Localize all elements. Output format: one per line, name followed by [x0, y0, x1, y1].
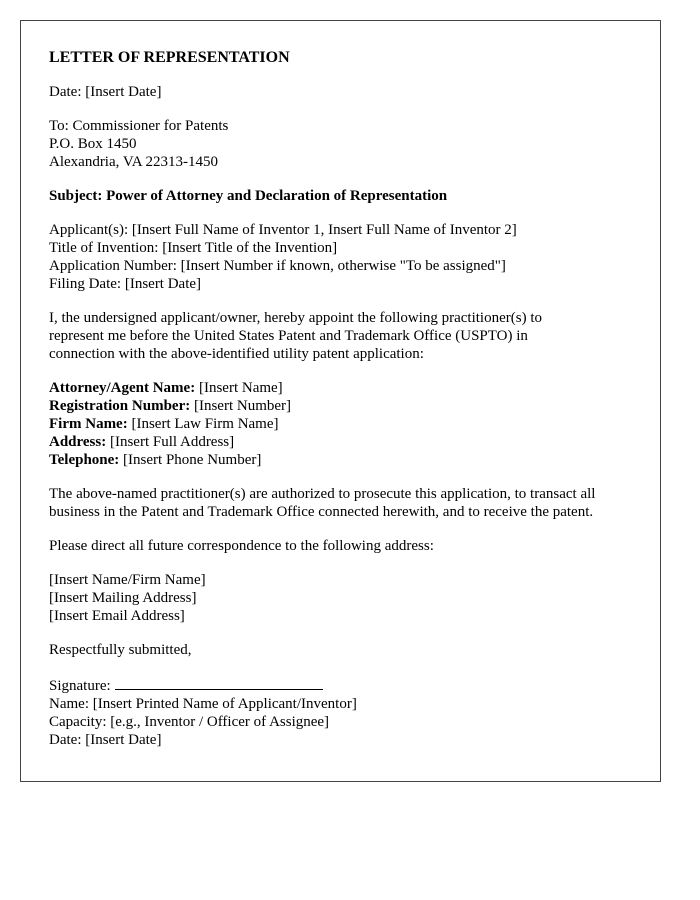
registration-label: Registration Number:	[49, 398, 191, 414]
recipient-address	[49, 117, 639, 171]
telephone-line	[49, 451, 639, 469]
signature-date-line: Date: [Insert Date]	[49, 732, 162, 748]
recipient-line-2: P.O. Box 1450	[49, 136, 137, 152]
attorney-line	[49, 379, 639, 397]
printed-name-line: Name: [Insert Printed Name of Applicant/Inventor]	[49, 696, 357, 712]
appointment-paragraph	[49, 309, 639, 363]
capacity-line: Capacity: [e.g., Inventor / Officer of Assignee]	[49, 714, 330, 730]
letter-content	[49, 49, 639, 765]
filing-date-line: Filing Date: [Insert Date]	[49, 276, 202, 292]
correspondence-intro: Please direct all future correspondence to the following address:	[49, 538, 434, 554]
correspondence-mailing: [Insert Mailing Address]	[49, 590, 197, 606]
address-value: [Insert Full Address]	[106, 434, 235, 450]
registration-line	[49, 397, 639, 415]
application-number-line: Application Number: [Insert Number if known, otherwise "To be assigned"]	[49, 258, 506, 274]
registration-value: [Insert Number]	[190, 398, 292, 414]
signature-block	[49, 675, 639, 749]
authorization-line-2: business in the Patent and Trademark Office connected herewith, and to receive the patent.	[49, 504, 594, 520]
address-label: Address:	[49, 434, 107, 450]
authorization-line-1: The above-named practitioner(s) are authorized to prosecute this application, to transact all	[49, 486, 596, 502]
invention-title-line: Title of Invention: [Insert Title of the Invention]	[49, 240, 338, 256]
telephone-label: Telephone:	[49, 452, 120, 468]
letter-title: LETTER OF REPRESENTATION	[49, 49, 290, 66]
correspondence-email: [Insert Email Address]	[49, 608, 185, 624]
correspondence-address	[49, 571, 639, 625]
appointment-line-2: represent me before the United States Patent and Trademark Office (USPTO) in	[49, 328, 528, 344]
application-details	[49, 221, 639, 293]
subject-line: Subject: Power of Attorney and Declaration of Representation	[49, 188, 448, 204]
telephone-value: [Insert Phone Number]	[119, 452, 262, 468]
firm-label: Firm Name:	[49, 416, 128, 432]
attorney-value: [Insert Name]	[195, 380, 283, 396]
practitioner-details	[49, 379, 639, 469]
recipient-line-1: To: Commissioner for Patents	[49, 118, 229, 134]
recipient-line-3: Alexandria, VA 22313-1450	[49, 154, 219, 170]
signature-label: Signature:	[49, 678, 111, 694]
signature-line	[49, 675, 639, 695]
firm-value: [Insert Law Firm Name]	[127, 416, 279, 432]
closing-line: Respectfully submitted,	[49, 642, 192, 658]
appointment-line-1: I, the undersigned applicant/owner, hereby appoint the following practitioner(s) to	[49, 310, 543, 326]
authorization-paragraph	[49, 485, 639, 521]
date-line: Date: [Insert Date]	[49, 84, 162, 100]
letter-page	[20, 20, 661, 782]
correspondence-name: [Insert Name/Firm Name]	[49, 572, 206, 588]
address-line	[49, 433, 639, 451]
firm-line	[49, 415, 639, 433]
attorney-label: Attorney/Agent Name:	[49, 380, 196, 396]
signature-underline	[115, 675, 323, 690]
appointment-line-3: connection with the above-identified utility patent application:	[49, 346, 424, 362]
applicants-line: Applicant(s): [Insert Full Name of Inventor 1, Insert Full Name of Inventor 2]	[49, 222, 517, 238]
